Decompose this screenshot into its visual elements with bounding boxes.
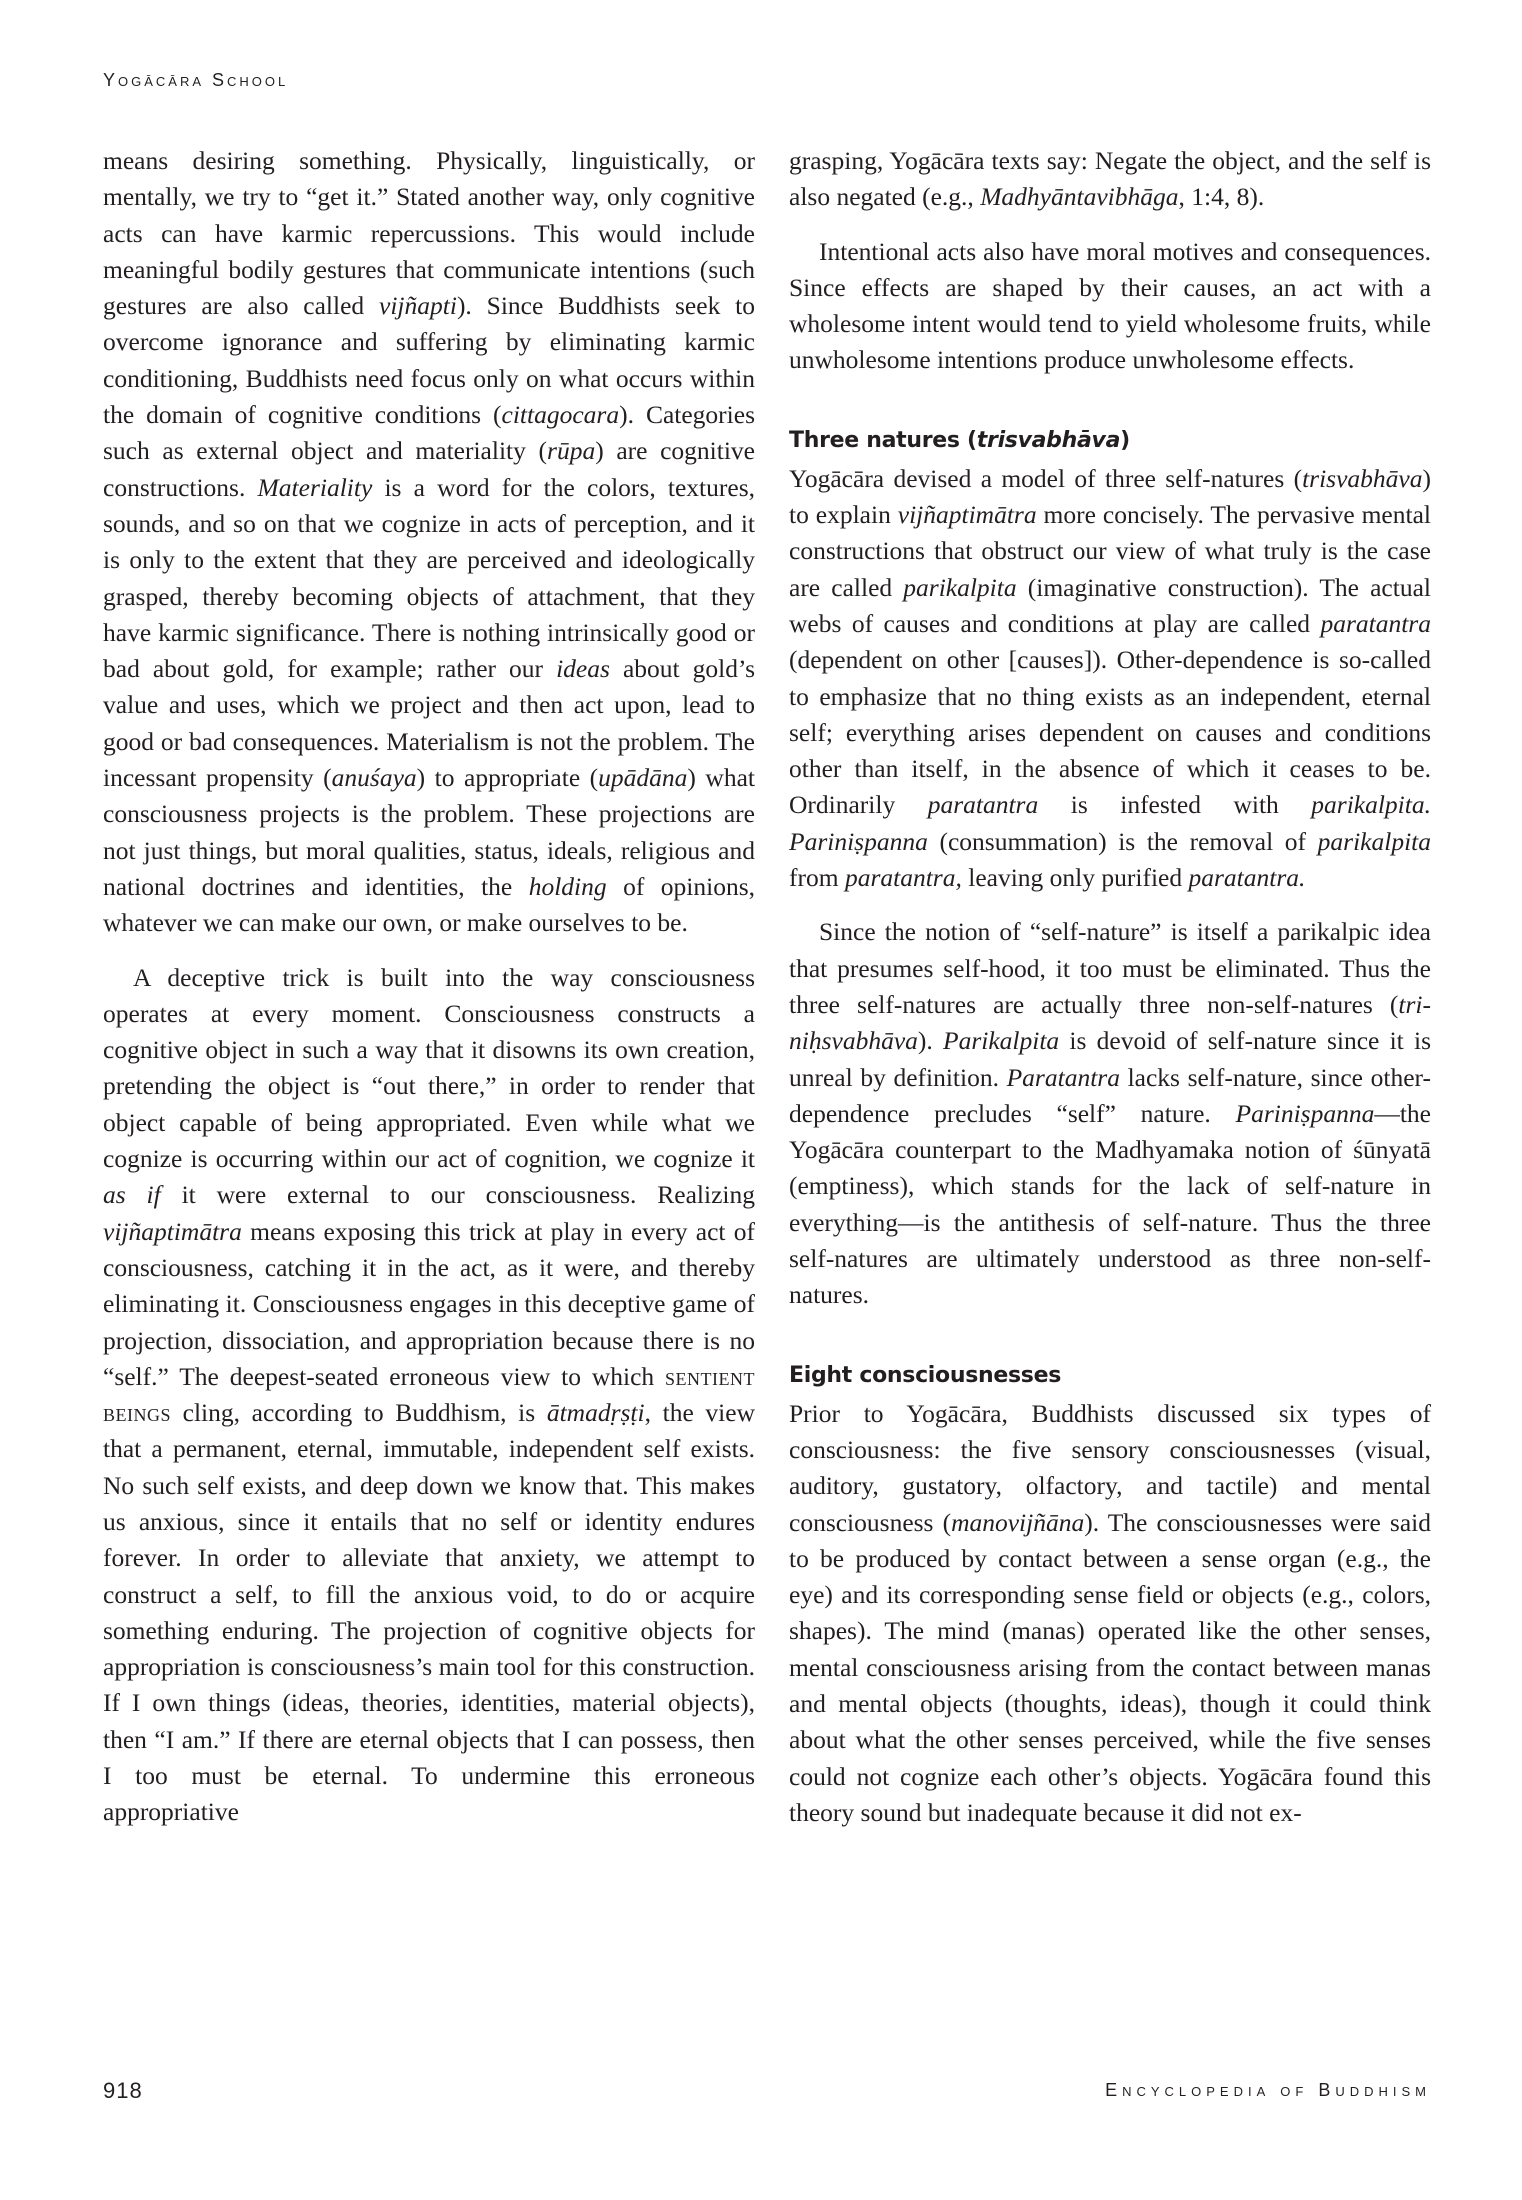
text: it were external to our consciousness. Realizing [160,1180,756,1210]
text: of opinions, whatever we can make our own, or make ourselves to be. [103,871,755,938]
text: about gold’s value and uses, which we project and then act upon, lead to good or bad consequences. Materialism is not the problem. The incessant propensity ( [103,654,755,793]
paragraph [789,143,1431,216]
text: ). Categories such as external object and materiality ( [103,400,755,466]
paragraph [789,914,1431,1313]
text: , 1:4, 8). [1178,182,1265,212]
italic-term: paratantra, [844,863,962,893]
text: leaving only purified [961,863,1189,893]
italic-term: as if [103,1180,161,1210]
italic-term: trisvabhāva [1302,463,1423,493]
running-head: Yogācāra School [103,70,289,90]
text: (consummation) is the removal of [927,826,1318,856]
italic-term: ātmadṛṣṭi [546,1398,645,1428]
text: A deceptive trick is built into the way consciousness operates at every moment. Consciousness constructs a cognitive object in such a way that it disowns its own creation, pretending the object is “out there,” in order to render that object capable of being appropriated. Even while what we cognize is occurring within our act of cognition, we cognize it [103,962,755,1174]
right-column [789,143,1431,1831]
page-number: 918 [103,2078,143,2103]
text: is devoid of self-nature since it is unreal by definition. [789,1026,1431,1092]
italic-term: cittagocara [501,400,620,430]
italic-term: upādāna [598,763,688,793]
text: Yogācāra devised a model of three self-natures ( [789,463,1303,493]
italic-term: Madhyāntavibhāga [980,182,1179,212]
text: is infested with [1038,790,1312,820]
italic-term: parikalpita [1317,826,1431,856]
italic-term: Materiality [257,472,373,502]
text: is a word for the colors, textures, sounds, and so on that we cognize in acts of perception, and it is only to the extent that they are perceived and ideologically grasped, thereby becoming objects of attachment, that they have karmic significance. There is nothing intrinsically good or bad about gold, for example; rather our [103,472,755,684]
italic-term: vijñapti [379,291,457,321]
text: ). Since Buddhists seek to overcome ignorance and suffering by eliminating karmic conditioning, Buddhists need focus only on what occurs within the domain of cognitive conditions ( [103,291,755,430]
italic-term: ideas [556,654,610,684]
italic-term: paratantra [927,790,1039,820]
text: lacks self-nature, since other-dependence precludes “self” nature. [789,1062,1431,1128]
italic-term: manovijñāna [951,1507,1085,1537]
heading-italic: trisvabhāva [976,427,1121,453]
text: (imaginative construction). The actual webs of causes and conditions at play are called [789,572,1431,638]
text: (dependent on other [causes]). Other-dependence is so-called to emphasize that no thing exists as an independent, eternal self; everything arises dependent on causes and conditions other than itself, in the absence of which it ceases to be. Ordinarily [789,645,1431,820]
text: ). The consciousnesses were said to be produced by contact between a sense organ (e.g., the eye) and its corresponding sense field or objects (e.g., colors, shapes). The mind (manas) operated like the other senses, mental consciousness arising from the contact between manas and mental objects (thoughts, ideas), though it could think about what the other senses perceived, while the five senses could not cognize each other’s objects. Yogācāra found this theory sound but inadequate because it did not ex- [789,1507,1431,1827]
italic-term: rūpa [547,436,596,466]
text: , the view that a permanent, eternal, immutable, independent self exists. No such self exists, and deep down we know that. This makes us anxious, since it entails that no self or identity endures forever. In order to alleviate that anxiety, we attempt to construct a self, to fill the anxious void, to do or acquire something enduring. The projection of cognitive objects for appropriation is consciousness’s main tool for this construction. If I own things (ideas, theories, identities, material objects), then “I am.” If there are eternal objects that I can possess, then I too must be eternal. To undermine this erroneous appropriative [103,1398,755,1827]
text: Since the notion of “self-nature” is itself a parikalpic idea that presumes self-hood, it too must be eliminated. Thus the three self-natures are actually three non-self-natures ( [789,917,1431,1019]
section-heading-three-natures [789,425,1431,457]
text: means desiring something. Physically, linguistically, or mentally, we try to “get it.” Stated another way, only cognitive acts can have karmic repercussions. This would include meaningful bodily gestures that communicate intentions (such gestures are also called [103,146,755,321]
text: ) are cognitive constructions. [103,436,755,502]
cross-reference-link[interactable]: sentient beings [103,1361,755,1428]
italic-term: Pariniṣpanna [1235,1098,1375,1128]
text: ). [917,1026,943,1056]
text: Prior to Yogācāra, Buddhists discussed six types of consciousness: the five sensory consciousnesses (visual, auditory, gustatory, olfactory, and tactile) and mental consciousness ( [789,1398,1431,1537]
italic-term: Parikalpita [943,1026,1060,1056]
text: —the Yogācāra counterpart to the Madhyamaka notion of śūnyatā (emptiness), which stands for the lack of self-nature in everything—is the antithesis of self-nature. Thus the three self-natures are ultimately understood as three non-self-natures. [789,1098,1431,1310]
italic-term: parikalpita [903,572,1017,602]
paragraph [789,1396,1431,1832]
italic-term: tri-niḥsvabhāva [789,989,1431,1056]
paragraph [103,960,755,1831]
italic-term: parikalpita. Pariniṣpanna [789,790,1431,856]
italic-term: anuśaya [331,763,417,793]
heading-text: ) [1120,427,1130,453]
left-column [103,143,755,1831]
text: ) to explain [789,463,1431,530]
paragraph [103,143,755,942]
italic-term: paratantra. [1188,863,1306,893]
text: from [789,863,845,893]
italic-term: Paratantra [1006,1062,1120,1092]
text: ) what consciousness projects is the problem. These projections are not just things, but moral qualities, status, ideals, religious and national doctrines and identities, the [103,763,756,901]
paragraph [789,461,1431,897]
paragraph [789,234,1431,379]
text: means exposing this trick at play in every act of consciousness, catching it in the act, as it were, and thereby eliminating it. Consciousness engages in this deceptive game of projection, dissociation, and appropriation because there is no “self.” The deepest-seated erroneous view to which [103,1216,755,1391]
text: cling, according to Buddhism, is [171,1398,547,1428]
text: ) to appropriate ( [416,763,599,793]
italic-term: paratantra [1320,608,1431,638]
text: Intentional acts also have moral motives and consequences. Since effects are shaped by their causes, an act with a wholesome intent would tend to yield wholesome fruits, while unwholesome intentions produce unwholesome effects. [789,236,1431,375]
text: grasping, Yogācāra texts say: Negate the object, and the self is also negated (e.g., [789,146,1431,212]
section-heading-eight-consciousnesses: Eight consciousnesses [789,1362,1062,1388]
italic-term: vijñaptimātra [897,500,1037,530]
publication-title: Encyclopedia of Buddhism [1105,2080,1431,2100]
text: more concisely. The pervasive mental constructions that obstruct our view of what truly is the case are called [789,500,1431,602]
heading-text: Three natures ( [789,427,977,453]
italic-term: vijñaptimātra [103,1216,242,1246]
italic-term: holding [528,871,607,901]
